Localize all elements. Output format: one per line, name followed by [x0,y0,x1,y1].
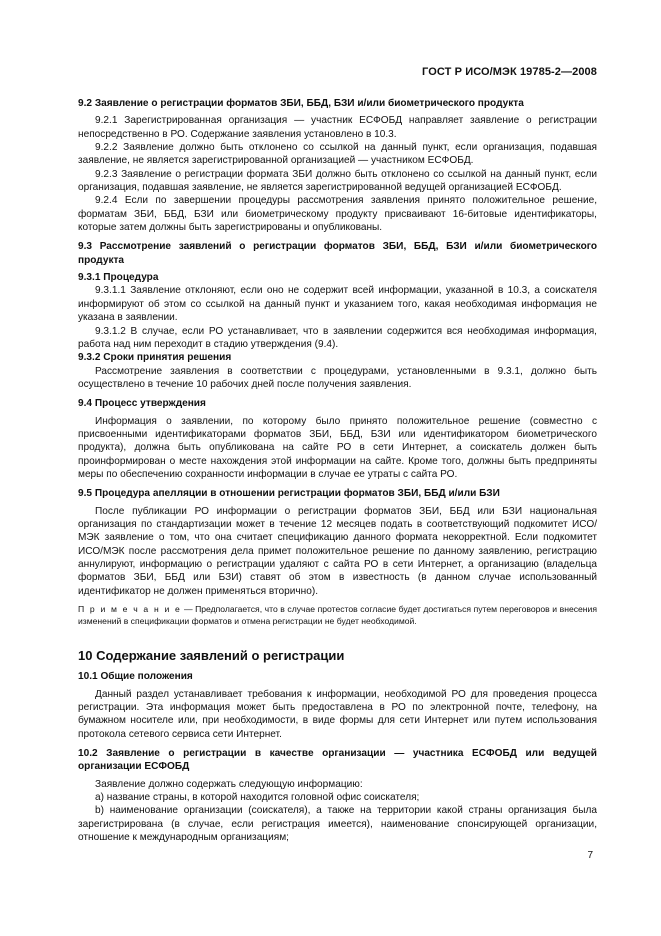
document-header: ГОСТ Р ИСО/МЭК 19785-2—2008 [422,66,597,78]
paragraph-9-2-1: 9.2.1 Зарегистрированная организация — участник ЕСФОБД направляет заявление о регистрации непосредственно в РО. Содержание заявления установлено в 10.3. [78,115,597,140]
paragraph-9-2-4: 9.2.4 Если по завершении процедуры рассмотрения заявления принято положительное решение, форматам ЗБИ, ББД, БЗИ или биометрическому продукту присваивают 16-битовые идентификаторы, которые затем должны быть зарегистрированы и опубликованы. [78,195,597,234]
section-9-2-heading: 9.2 Заявление о регистрации форматов ЗБИ, ББД, БЗИ и/или биометрического продукта [78,98,524,109]
paragraph-10-1: Данный раздел устанавливает требования к информации, необходимой РО для проведения процесса регистрации. Эта информация может быть предоставлена в РО по электронной почте, телефону, на бумажном носителе или, при необходимости, в виде формы для сети Интернет или путем использования протокола сетевого сервиса сети Интернет. [78,688,597,740]
note-9-5 [78,603,597,627]
section-9-3-heading: 9.3 Рассмотрение заявлений о регистрации форматов ЗБИ, ББД, БЗИ и/или биометрического продукта [78,241,597,266]
section-9-3-2-heading: 9.3.2 Сроки принятия решения [78,352,232,364]
paragraph-10-2-intro: Заявление должно содержать следующую информацию: [95,778,363,790]
section-10-2-heading: 10.2 Заявление о регистрации в качестве организации — участника ЕСФОБД или ведущей организации ЕСФОБД [78,748,597,773]
note-label: П р и м е ч а н и е [78,604,182,615]
paragraph-9-3-2: Рассмотрение заявления в соответствии с процедурами, установленными в 9.3.1, должно быть осуществлено в течение 10 рабочих дней после получения заявления. [78,365,597,390]
section-9-5-heading: 9.5 Процедура апелляции в отношении регистрации форматов ЗБИ, ББД и/или БЗИ [78,488,500,500]
paragraph-9-3-1-2: 9.3.1.2 В случае, если РО устанавливает, что в заявлении содержится вся необходимая информация, работа над ним переходит в стадию утверждения (9.4). [78,325,597,350]
note-text: — Предполагается, что в случае протестов согласие будет достигаться путем переговоров и внесения изменений в спецификации форматов и отмена регистрации не будет необходимой. [78,604,598,627]
paragraph-9-3-1-1: 9.3.1.1 Заявление отклоняют, если оно не содержит всей информации, указанной в 10.3, а соискателя информируют об этом со ссылкой на данный пункт и указанием того, какая необходимая информация не указана в заявлении. [78,285,597,324]
paragraph-9-5: После публикации РО информации о регистрации форматов ЗБИ, ББД или БЗИ национальная организация по стандартизации может в течение 12 месяцев подать в соответствующий подкомитет ИСО/МЭК заявление о том, что она считает спецификацию данного формата некорректной. Если подкомитет ИСО/МЭК после рассмотрения дела примет положительное решение по данному заявлению, регистрацию аннулируют, информацию о регистрации удаляют с сайта РО в сети Интернет, а организацию (владельца форматов ЗБИ, ББД или БЗИ) ставят об этом в известность (в данном случае использованный идентификатор не должен применяться вторично). [78,505,597,597]
paragraph-9-4: Информация о заявлении, по которому было принято положительное решение (совместно с присвоенными идентификаторами форматов ЗБИ, ББД, БЗИ или идентификатором биометрического продукта), должна быть опубликована на сайте РО в сети Интернет, а соискатель должен быть проинформирован о месте нахождения этой информации на сайте. Кроме того, должны быть предприняты меры по обеспечению сохранности информации в случае ее утраты с сайта РО. [78,415,597,480]
section-10-heading: 10 Содержание заявлений о регистрации [78,648,345,664]
page-content [78,97,597,845]
paragraph-9-2-3: 9.2.3 Заявление о регистрации формата ЗБИ должно быть отклонено со ссылкой на данный пункт, если организация, подавшая заявление, не является зарегистрированной ведущей организацией ЕСФОБД. [78,168,597,194]
section-9-3-1-heading: 9.3.1 Процедура [78,272,159,284]
list-item-a: а) название страны, в которой находится головной офис соискателя; [95,792,420,804]
section-10-1-heading: 10.1 Общие положения [78,671,193,683]
section-9-4-heading: 9.4 Процесс утверждения [78,398,206,410]
list-item-b: b) наименование организации (соискателя), а также на территории какой страны организация была зарегистрирована (в случае, если регистрация имеется), наименование спонсирующей организации, отношение к международным организациям; [78,805,597,844]
paragraph-9-2-2: 9.2.2 Заявление должно быть отклонено со ссылкой на данный пункт, если организация, подавшая заявление, не является зарегистрированной организацией — участником ЕСФОБД. [78,142,597,167]
page-number: 7 [587,850,593,861]
